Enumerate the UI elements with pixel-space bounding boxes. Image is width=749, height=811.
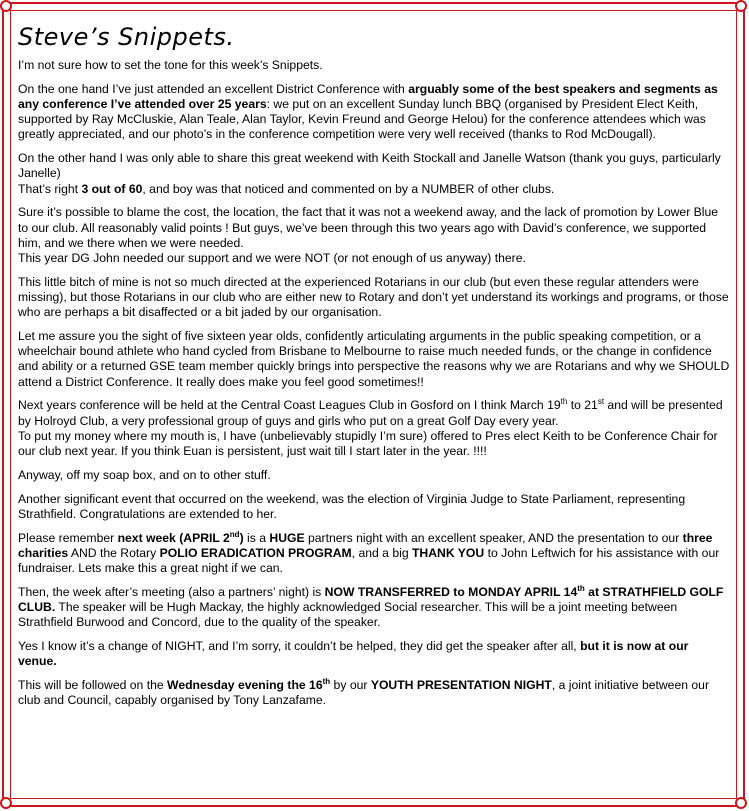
text: Let me assure you the sight of five sixteen year olds, confidently articulating arguments in the public speaking competition, or a wheelchair bound athlete who hand cycled from Brisbane to Melbourne to raise much needed funds, or the change in confidence and ability or a returned GSE team member quickly brings into perspective the reasons why we are Rotarians and why we SHOULD attend a District Conference. It really does make you feel good sometimes!! xyxy=(18,329,730,389)
paragraph-youth-night xyxy=(18,678,730,708)
text: at STRATHFIELD GOLF CLUB. xyxy=(18,584,724,615)
text: Another significant event that occurred on the weekend, was the election of Virginia Judge to State Parliament, representing Strathfield. Congratulations are extended to her. xyxy=(18,491,686,521)
text: is a xyxy=(243,530,270,545)
text: I’m not sure how to set the tone for this week’s Snippets. xyxy=(18,58,323,72)
superscript: st xyxy=(597,397,605,407)
text: to 21 xyxy=(567,398,598,413)
emphasis: HUGE xyxy=(269,530,305,545)
text: Anyway, off my soap box, and on to other stuff. xyxy=(18,467,271,482)
text: and will be presented by Holroyd Club, a very professional group of guys and girls who put on a great Golf Day every year. xyxy=(18,398,723,428)
paragraph-attendance xyxy=(18,151,730,197)
paragraph-intro xyxy=(18,58,730,73)
paragraph-rotarians xyxy=(18,275,730,321)
emphasis: but it is now at our venue. xyxy=(18,639,689,669)
emphasis: THANK YOU xyxy=(411,545,485,560)
superscript: th xyxy=(577,583,585,593)
text: Please remember xyxy=(18,530,118,545)
text: to John Leftwich for his assistance with our fundraiser. Lets make this a great night if we can. xyxy=(18,545,720,576)
paragraph-soapbox xyxy=(18,468,730,483)
text: On the other hand I was only able to share this great weekend with Keith Stockall and Janelle Watson (thank you guys, particularly Janelle) xyxy=(18,151,721,181)
emphasis xyxy=(167,678,330,692)
emphasis: arguably some of the best speakers and segments as any conference I’ve attended over 25 years xyxy=(18,81,718,111)
paragraph-week-after xyxy=(18,585,730,631)
text: ) xyxy=(239,530,244,545)
text: : we put on an excellent Sunday lunch BBQ (organised by President Elect Keith, supported by Ray McCluskie, Alan Teale, Alan Taylor, Kevin Freund and George Helou) for the conference attendees which was greatly appreciated, and our photo’s in the conference competition were very well received (thanks to Rod McDougall). xyxy=(18,97,706,142)
paragraph-next-week xyxy=(18,531,730,577)
paragraph-conference xyxy=(18,82,730,143)
paragraph-blame xyxy=(18,205,730,266)
corner-ornament-icon xyxy=(735,0,747,12)
text: NOW TRANSFERRED to MONDAY APRIL 14 xyxy=(324,584,578,599)
emphasis xyxy=(118,531,244,545)
text: The speaker will be Hugh Mackay, the highly acknowledged Social researcher. This will be a joint meeting between Strathfield Burwood and Concord, due to the quality of the speaker. xyxy=(18,600,678,630)
text: On the one hand I’ve just attended an excellent District Conference with xyxy=(18,81,409,96)
emphasis: POLIO ERADICATION PROGRAM xyxy=(159,545,352,560)
emphasis: YOUTH PRESENTATION NIGHT xyxy=(370,678,552,693)
emphasis: three charities xyxy=(18,530,713,560)
corner-ornament-icon xyxy=(0,797,12,809)
text: , and a big xyxy=(351,545,412,560)
superscript: th xyxy=(560,397,568,407)
text: , a joint initiative between our club and Council, capably organised by Tony Lanzafame. xyxy=(18,678,710,708)
text: To put my money where my mouth is, I have (unbelievably stupidly I’m sure) offered to Pres elect Keith to be Conference Chair for our club next year. If you think Euan is persistent, just wait till I start later in the year. !!!! xyxy=(18,428,718,459)
text: That’s right xyxy=(18,181,82,196)
text: Next years conference will be held at the Central Coast Leagues Club in Gosford on I think March 19 xyxy=(18,398,561,413)
text: by our xyxy=(330,678,371,693)
text: AND the Rotary xyxy=(68,545,160,560)
text: Then, the week after’s meeting (also a partners’ night) is xyxy=(18,584,325,599)
article xyxy=(18,22,730,717)
superscript: th xyxy=(322,676,331,686)
text: This year DG John needed our support and we were NOT (or not enough of us anyway) there. xyxy=(18,251,526,266)
text: This will be followed on the xyxy=(18,678,168,693)
paragraph-election xyxy=(18,492,730,522)
emphasis: 3 out of 60 xyxy=(81,181,143,196)
corner-ornament-icon xyxy=(0,0,12,12)
paragraph-venue xyxy=(18,639,730,669)
paragraph-assurance xyxy=(18,329,730,390)
text: Sure it’s possible to blame the cost, the location, the fact that it was not a weekend away, and the lack of promotion by Lower Blue to our club. All reasonably valid points ! But guys, we’ve been through this two years ago with David’s conference, we supported him, and we there when we were needed. xyxy=(18,205,719,250)
text: partners night with an excellent speaker, AND the presentation to our xyxy=(304,530,683,545)
text: next week (APRIL 2 xyxy=(117,530,230,545)
paragraph-next-conference xyxy=(18,398,730,459)
text: Yes I know it’s a change of NIGHT, and I’m sorry, it couldn’t be helped, they did get the speaker after all, xyxy=(18,639,581,654)
superscript: nd xyxy=(229,529,240,539)
corner-ornament-icon xyxy=(735,797,747,809)
text: Wednesday evening the 16 xyxy=(167,678,323,693)
text: This little bitch of mine is not so much directed at the experienced Rotarians in our club (but even these regular attenders were missing), but those Rotarians in our club who are either new to Rotary and don’t yet understand its workings and programs, or those who are perhaps a bit disaffected or a bit jaded by our organisation. xyxy=(18,274,729,320)
page-title: Steve’s Snippets. xyxy=(18,23,235,51)
text: , and boy was that noticed and commented on by a NUMBER of other clubs. xyxy=(142,181,555,196)
